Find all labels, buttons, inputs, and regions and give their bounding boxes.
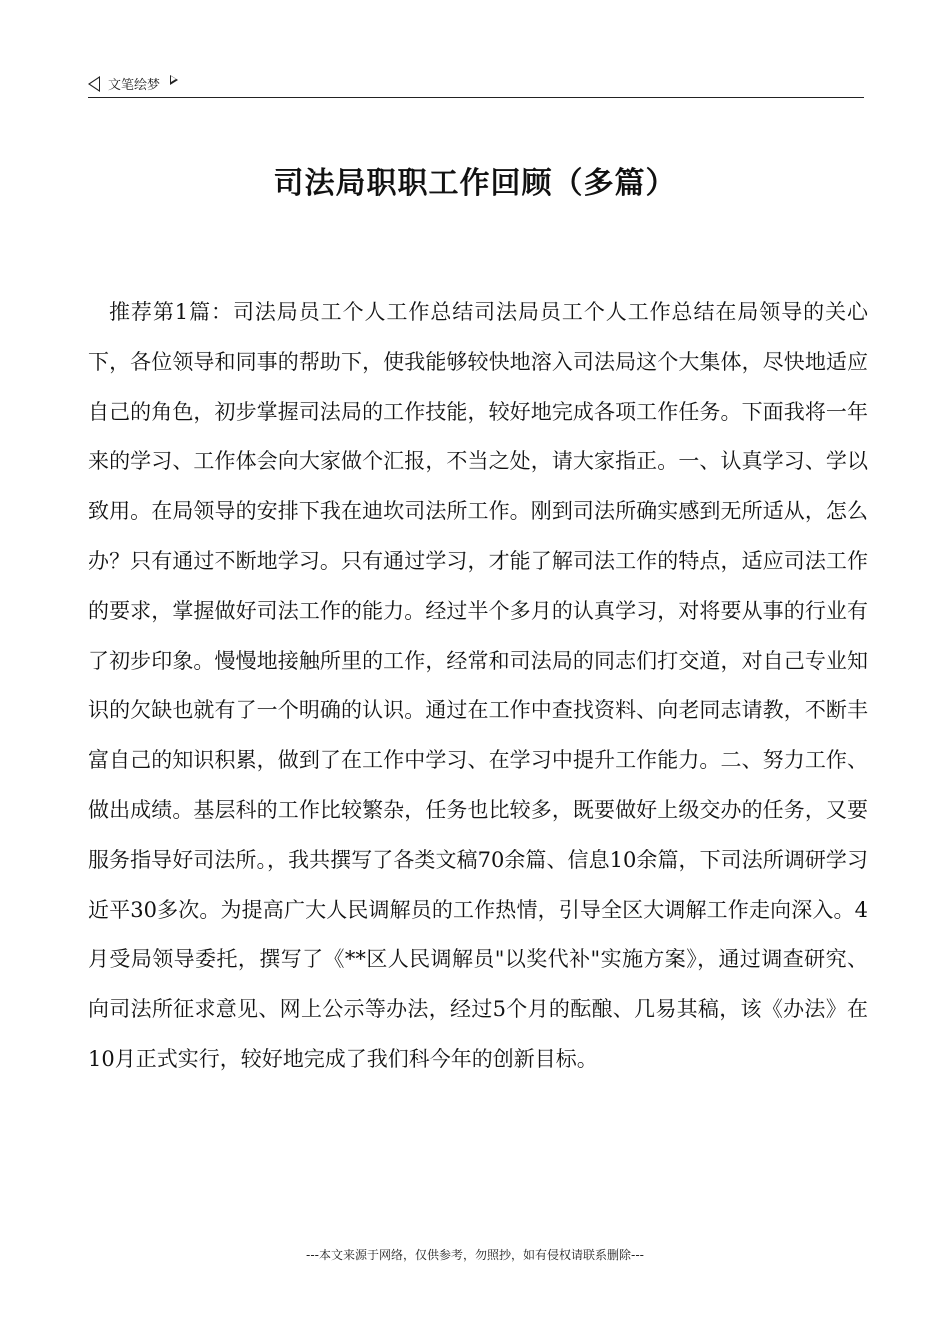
triangle-left-outline-icon xyxy=(88,76,100,92)
footer-notice: ---本文来源于网络，仅供参考，勿照抄，如有侵权请联系删除--- xyxy=(306,1248,644,1262)
page-header xyxy=(88,72,864,98)
brand-label: 文笔绘梦 xyxy=(108,78,161,93)
document-title: 司法局职职工作回顾（多篇） xyxy=(273,166,677,201)
document-body: 推荐第1篇：司法局员工个人工作总结司法局员工个人工作总结在局领导的关心下，各位领导和同事的帮助下，使我能够较快地溶入司法局这个大集体，尽快地适应自己的角色，初步掌握司法局的工作技能，较好地完成各项工作任务。下面我将一年来的学习、工作体会向大家做个汇报，不当之处，请大家指正。一、认真学习、学以致用。在局领导的安排下我在迪坎司法所工作。刚到司法所确实感到无所适从，怎么办？只有通过不断地学习。只有通过学习，才能了解司法工作的特点，适应司法工作的要求，掌握做好司法工作的能力。经过半个多月的认真学习，对将要从事的行业有了初步印象。慢慢地接触所里的工作，经常和司法局的同志们打交道，对自己专业知识的欠缺也就有了一个明确的认识。通过在工作中查找资料、向老同志请教，不断丰富自己的知识积累，做到了在工作中学习、在学习中提升工作能力。二、努力工作、做出成绩。基层科的工作比较繁杂，任务也比较多，既要做好上级交办的任务，又要服务指导好司法所。，我共撰写了各类文稿70余篇、信息10余篇，下司法所调研学习近平30多次。为提高广大人民调解员的工作热情，引导全区大调解工作走向深入。4月受局领导委托，撰写了《**区人民调解员"以奖代补"实施方案》，通过调查研究、向司法所征求意见、网上公示等办法，经过5个月的酝酿、几易其稿，该《办法》在10月正式实行，较好地完成了我们科今年的创新目标。 xyxy=(88,300,868,1071)
triangle-right-outline-icon xyxy=(170,75,178,85)
header-brand xyxy=(88,74,178,93)
